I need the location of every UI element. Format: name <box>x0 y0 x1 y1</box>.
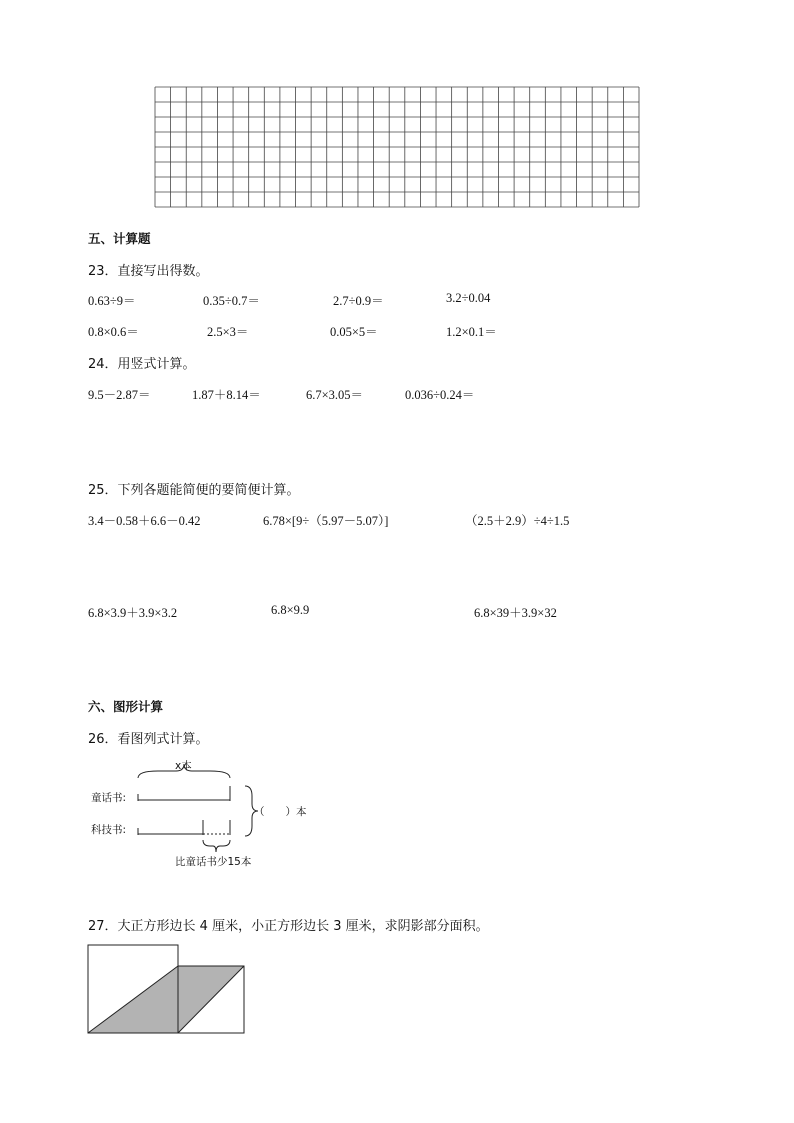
q25-item-5: 6.8×9.9 <box>271 603 310 617</box>
q24-item-3: 6.7×3.05＝ <box>306 388 364 402</box>
q25-text: 25．下列各题能简便的要简便计算。 <box>88 483 300 498</box>
q26-label-tonghua: 童话书: <box>91 792 127 804</box>
q25-item-2: 6.78×[9÷（5.97－5.07）] <box>263 514 389 528</box>
q23-item-3: 2.7÷0.9＝ <box>333 294 384 308</box>
q24-item-2: 1.87＋8.14＝ <box>192 388 261 402</box>
section-5-title: 五、计算题 <box>88 231 151 246</box>
q27-text: 27．大正方形边长 4 厘米，小正方形边长 3 厘米，求阴影部分面积。 <box>88 919 489 934</box>
q23-item-4: 3.2÷0.04 <box>446 291 491 305</box>
q23-item-7: 0.05×5＝ <box>330 325 378 339</box>
q25-item-6: 6.8×39＋3.9×32 <box>474 606 557 620</box>
q23-item-1: 0.63÷9＝ <box>88 294 136 308</box>
q26-result-paren: （ ）本 <box>254 806 307 818</box>
q26-text: 26．看图列式计算。 <box>88 732 209 747</box>
q24-item-4: 0.036÷0.24＝ <box>405 388 475 402</box>
q25-item-3: （2.5＋2.9）÷4÷1.5 <box>465 514 570 528</box>
q23-item-2: 0.35÷0.7＝ <box>203 294 260 308</box>
q26-top-label: x本 <box>175 760 192 772</box>
q23-text: 23．直接写出得数。 <box>88 264 209 279</box>
section-6-title: 六、图形计算 <box>88 699 164 714</box>
q26-label-keji: 科技书: <box>91 824 127 836</box>
q27-shaded-region <box>88 966 244 1033</box>
q24-text: 24．用竖式计算。 <box>88 357 196 372</box>
q23-item-8: 1.2×0.1＝ <box>446 325 497 339</box>
q26-bottom-label: 比童话书少15本 <box>175 856 252 868</box>
q24-item-1: 9.5－2.87＝ <box>88 388 151 402</box>
q23-item-5: 0.8×0.6＝ <box>88 325 139 339</box>
q25-item-4: 6.8×3.9＋3.9×3.2 <box>88 606 178 620</box>
q25-item-1: 3.4－0.58＋6.6－0.42 <box>88 514 201 528</box>
q23-item-6: 2.5×3＝ <box>207 325 249 339</box>
